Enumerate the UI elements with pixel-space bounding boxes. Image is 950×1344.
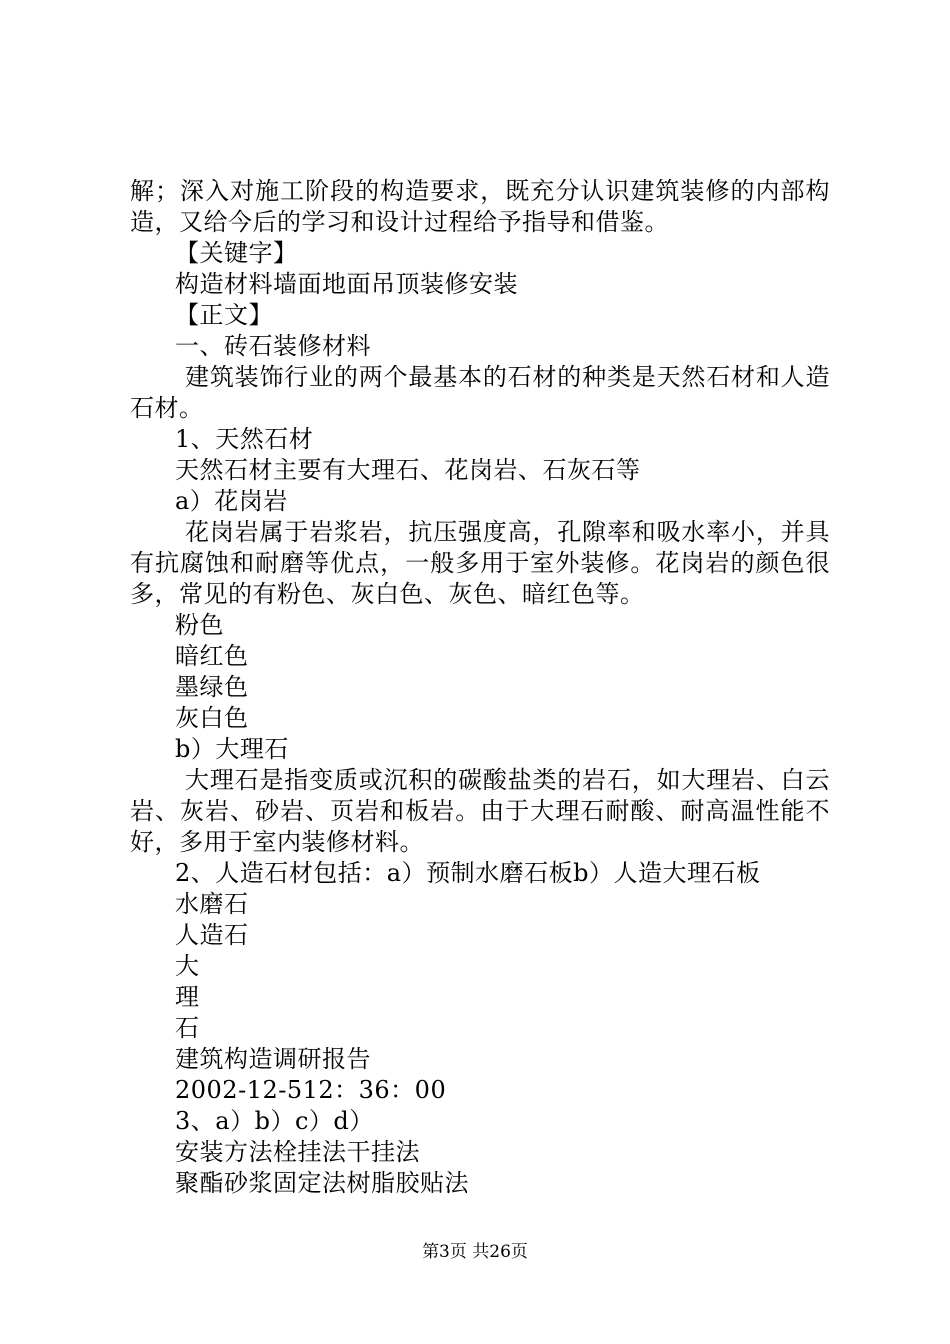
document-body [130,176,830,1199]
granite-paragraph: 花岗岩属于岩浆岩，抗压强度高，孔隙率和吸水率小，并具有抗腐蚀和耐磨等优点，一般多用于室外装修。花岗岩的颜色很多，常见的有粉色、灰白色、灰色、暗红色等。 [130,518,830,608]
marble-paragraph: 大理石是指变质或沉积的碳酸盐类的岩石，如大理岩、白云岩、灰岩、砂岩、页岩和板岩。由于大理石耐酸、耐高温性能不好，多用于室内装修材料。 [130,766,830,856]
keywords-text: 构造材料墙面地面吊顶装修安装 [175,270,518,298]
list-item: 大 [175,952,200,980]
color-item: 墨绿色 [175,673,249,701]
list-item: 3、a）b）c）d） [175,1107,374,1135]
install-methods-line: 安装方法栓挂法干挂法 [175,1138,420,1166]
list-item: 人造石 [175,921,249,949]
natural-stone-heading: 1、天然石材 [175,425,314,453]
color-item: 粉色 [175,611,224,639]
marble-heading: b）大理石 [175,735,289,763]
list-item: 理 [175,983,200,1011]
stone-types-paragraph: 建筑装饰行业的两个最基本的石材的种类是天然石材和人造石材。 [130,363,830,422]
color-item: 灰白色 [175,704,249,732]
color-item: 暗红色 [175,642,249,670]
install-methods-line: 聚酯砂浆固定法树脂胶贴法 [175,1169,469,1197]
list-item: 石 [175,1014,200,1042]
report-timestamp: 2002-12-512：36：00 [175,1076,447,1104]
intro-paragraph: 解；深入对施工阶段的构造要求，既充分认识建筑装修的内部构造，又给今后的学习和设计过程给予指导和借鉴。 [130,177,830,236]
artificial-stone-line: 2、人造石材包括：a）预制水磨石板b）人造大理石板 [175,859,761,887]
page-number-footer: 第3页 共26页 [422,1242,528,1262]
granite-heading: a）花岗岩 [175,487,288,515]
natural-stone-list: 天然石材主要有大理石、花岗岩、石灰石等 [175,456,641,484]
report-title: 建筑构造调研报告 [175,1045,371,1073]
list-item: 水磨石 [175,890,249,918]
body-heading: 【正文】 [175,301,273,329]
section-heading-stone: 一、砖石装修材料 [175,332,371,360]
keywords-heading: 【关键字】 [175,239,298,267]
